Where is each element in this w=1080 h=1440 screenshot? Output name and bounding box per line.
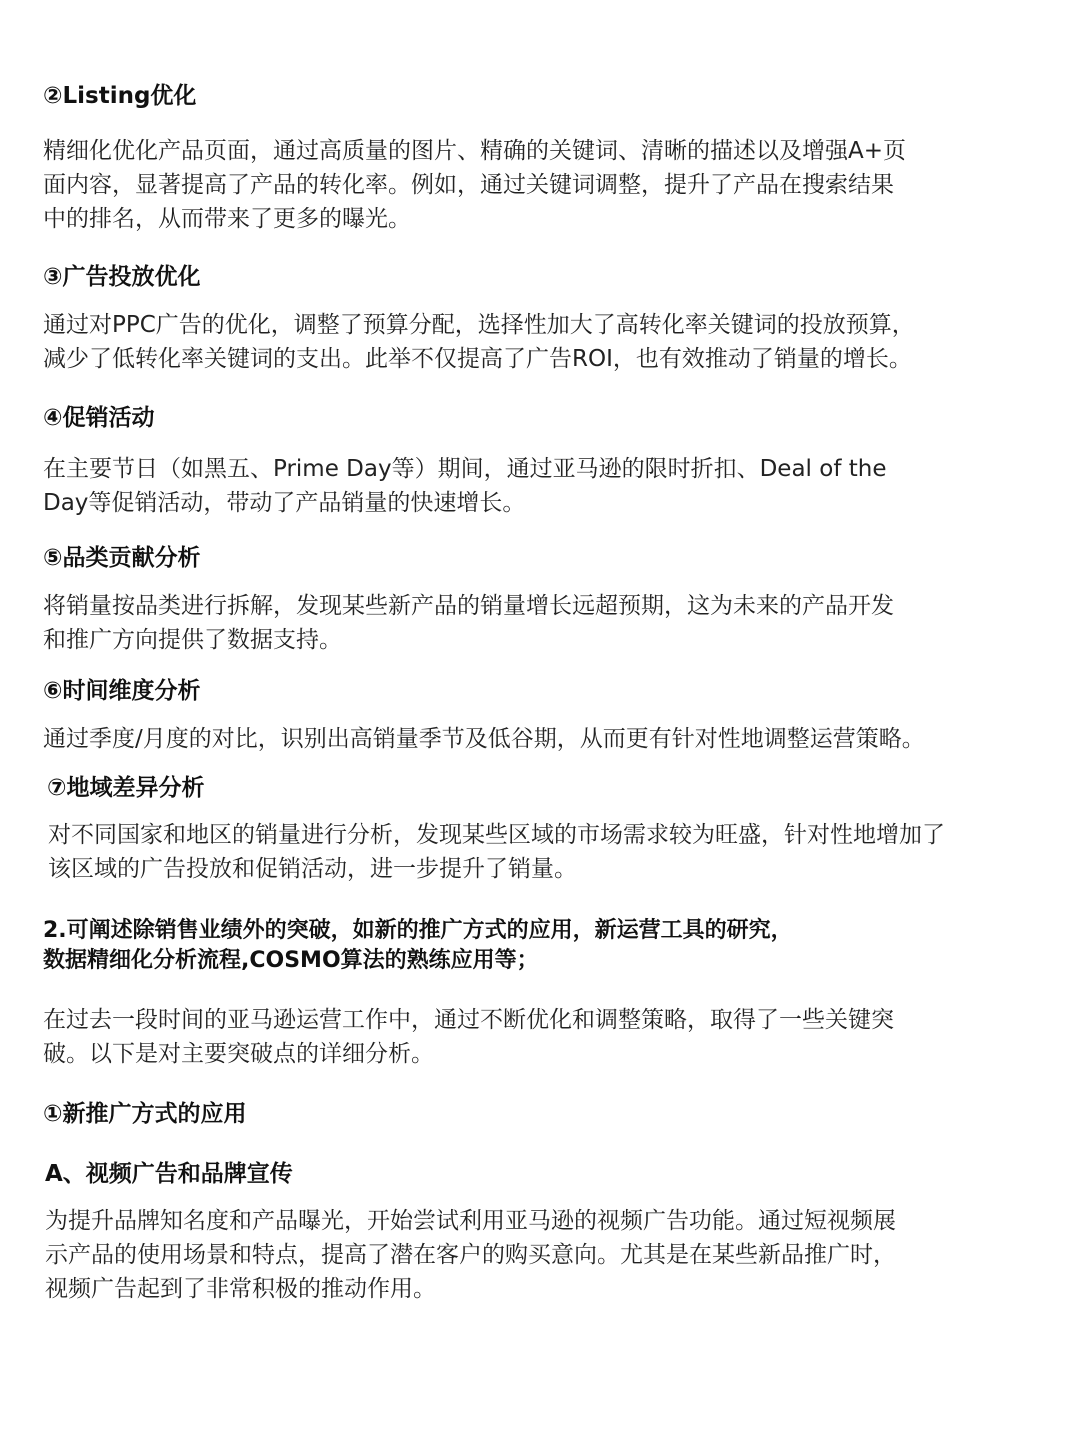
heading-line: 数据精细化分析流程,COSMO算法的熟练应用等； [43, 948, 539, 973]
text-line: 在过去一段时间的亚马逊运营工作中，通过不断优化和调整策略，取得了一些关键突 [43, 1007, 894, 1033]
paragraph-promotions [43, 452, 1053, 520]
heading-promotions: ④促销活动 [43, 405, 155, 431]
paragraph-video-ads [45, 1204, 1055, 1306]
text-line: 该区域的广告投放和促销活动，进一步提升了销量。 [48, 856, 577, 882]
text-line: 在主要节日（如黑五、Prime Day等）期间，通过亚马逊的限时折扣、Deal of the [43, 456, 887, 482]
heading-time-analysis: ⑥时间维度分析 [43, 678, 201, 704]
text-line: 精细化优化产品页面，通过高质量的图片、精确的关键词、清晰的描述以及增强A+页 [43, 138, 907, 164]
text-line: 对不同国家和地区的销量进行分析，发现某些区域的市场需求较为旺盛，针对性地增加了 [48, 822, 945, 848]
heading-breakthroughs [43, 916, 1053, 976]
paragraph-region-analysis [48, 818, 1058, 886]
paragraph-breakthroughs [43, 1003, 1053, 1071]
text-line: 和推广方向提供了数据支持。 [43, 627, 342, 653]
text-line: 示产品的使用场景和特点，提高了潜在客户的购买意向。尤其是在某些新品推广时， [45, 1242, 896, 1268]
paragraph-time-analysis [43, 722, 1053, 756]
text-line: Day等促销活动，带动了产品销量的快速增长。 [43, 490, 526, 516]
heading-video-ads: A、视频广告和品牌宣传 [45, 1161, 293, 1187]
paragraph-ad-optimization [43, 308, 1053, 376]
heading-region-analysis: ⑦地域差异分析 [47, 775, 205, 801]
text-line: 面内容，显著提高了产品的转化率。例如，通过关键词调整，提升了产品在搜索结果 [43, 172, 894, 198]
text-line: 中的排名，从而带来了更多的曝光。 [43, 206, 411, 232]
heading-line: 2.可阐述除销售业绩外的突破，如新的推广方式的应用，新运营工具的研究， [43, 918, 793, 943]
heading-listing-optimization: ②Listing优化 [43, 83, 197, 109]
heading-ad-optimization: ③广告投放优化 [43, 264, 201, 290]
text-line: 视频广告起到了非常积极的推动作用。 [45, 1276, 436, 1302]
text-line: 减少了低转化率关键词的支出。此举不仅提高了广告ROI，也有效推动了销量的增长。 [43, 346, 912, 372]
text-line: 为提升品牌知名度和产品曝光，开始尝试利用亚马逊的视频广告功能。通过短视频展 [45, 1208, 896, 1234]
paragraph-category-analysis [43, 589, 1053, 657]
heading-category-analysis: ⑤品类贡献分析 [43, 545, 201, 571]
text-line: 通过季度/月度的对比，识别出高销量季节及低谷期，从而更有针对性地调整运营策略。 [43, 726, 925, 752]
text-line: 将销量按品类进行拆解，发现某些新产品的销量增长远超预期，这为未来的产品开发 [43, 593, 894, 619]
text-line: 破。以下是对主要突破点的详细分析。 [43, 1041, 434, 1067]
paragraph-listing-optimization [43, 134, 1053, 236]
text-line: 通过对PPC广告的优化，调整了预算分配，选择性加大了高转化率关键词的投放预算， [43, 312, 915, 338]
heading-new-promotion-methods: ①新推广方式的应用 [43, 1101, 247, 1127]
